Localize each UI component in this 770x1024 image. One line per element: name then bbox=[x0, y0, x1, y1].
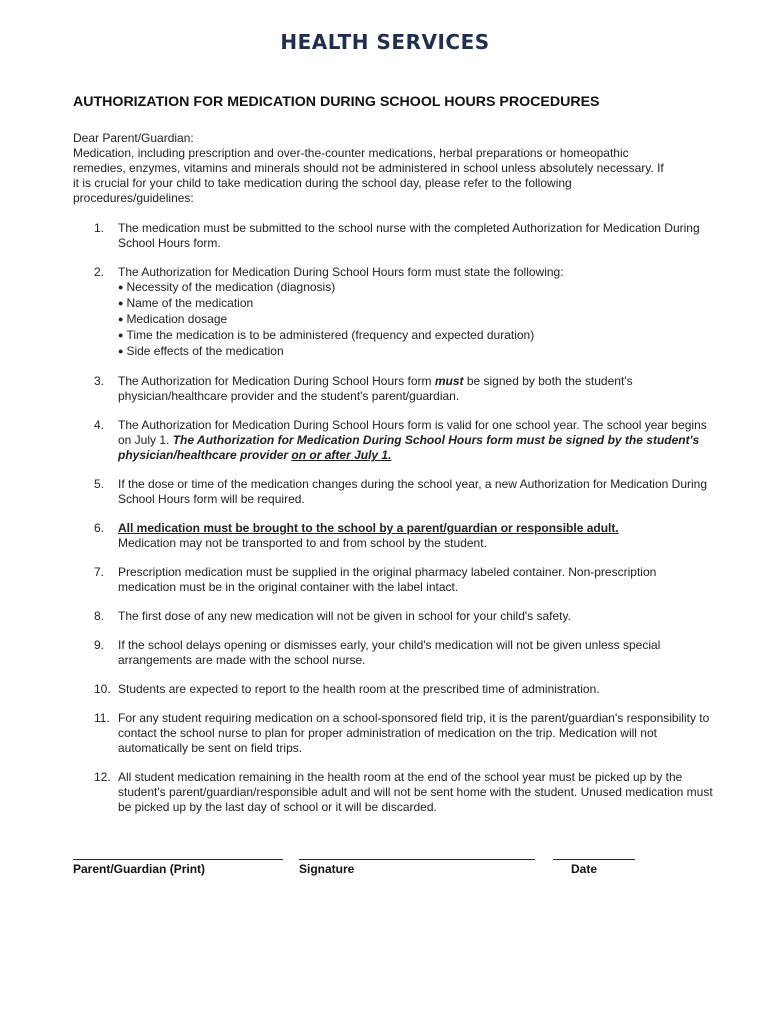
date-label: Date bbox=[571, 862, 598, 876]
signature-line[interactable] bbox=[299, 858, 535, 860]
item-number: 3. bbox=[94, 374, 105, 388]
item-number: 12. bbox=[94, 770, 111, 784]
item-text: be signed by both the student's physician/healthcare provider and the student's parent/guardian. bbox=[118, 374, 633, 403]
signature-block bbox=[73, 850, 693, 890]
intro-paragraph: Medication, including prescription and over-the-counter medications, herbal preparations or homeopathic remedies, enzymes, vitamins and minerals should not be administered in school unless absolutely necessary. If it is crucial for your child to take medication during the school day, please refer to the following procedures/guidelines: bbox=[73, 146, 664, 205]
bullet-item: ● Time the medication is to be administered (frequency and expected duration) bbox=[118, 328, 713, 344]
item-text: Students are expected to report to the health room at the prescribed time of administration. bbox=[118, 682, 600, 696]
required-info-bullets bbox=[118, 280, 713, 360]
intro-section bbox=[73, 131, 673, 206]
bullet-item: ● Medication dosage bbox=[118, 312, 713, 328]
parent-name-line[interactable] bbox=[73, 858, 283, 860]
item-text: The medication must be submitted to the school nurse with the completed Authorization for Medication During School Hours form. bbox=[118, 221, 700, 250]
item-emphasis: The Authorization for Medication During School Hours form must be signed by the student's physician/healthcare provider bbox=[118, 433, 700, 462]
list-item bbox=[73, 418, 713, 463]
item-text: If the school delays opening or dismisses early, your child's medication will not be given unless special arrangements are made with the school nurse. bbox=[118, 638, 661, 667]
list-item bbox=[73, 638, 713, 668]
procedures-list bbox=[73, 221, 713, 829]
item-emphasis-underlined: on or after July 1. bbox=[291, 448, 392, 462]
item-bold-underlined: All medication must be brought to the school by a parent/guardian or responsible adult. bbox=[118, 521, 619, 535]
list-item bbox=[73, 609, 713, 624]
list-item bbox=[73, 221, 713, 251]
item-text: Prescription medication must be supplied in the original pharmacy labeled container. Non-prescription medication must be in the original container with the label intact. bbox=[118, 565, 657, 594]
item-number: 11. bbox=[94, 711, 110, 725]
item-text: The Authorization for Medication During School Hours form must state the following: bbox=[118, 265, 564, 279]
item-text: Medication may not be transported to and from school by the student. bbox=[118, 536, 487, 550]
parent-name-label: Parent/Guardian (Print) bbox=[73, 862, 206, 876]
list-item bbox=[73, 711, 713, 756]
list-item bbox=[73, 770, 713, 815]
list-item bbox=[73, 682, 713, 697]
item-number: 9. bbox=[94, 638, 105, 652]
list-item bbox=[73, 565, 713, 595]
item-number: 1. bbox=[94, 221, 105, 235]
bullet-item: ● Side effects of the medication bbox=[118, 344, 713, 360]
item-text: All student medication remaining in the health room at the end of the school year must be picked up by the student's parent/guardian/responsible adult and will not be sent home with the student. Unused medication must be picked up by the last day of school or it will be discarded. bbox=[118, 770, 713, 814]
item-number: 4. bbox=[94, 418, 105, 432]
item-number: 8. bbox=[94, 609, 105, 623]
salutation: Dear Parent/Guardian: bbox=[73, 131, 194, 145]
date-line[interactable] bbox=[553, 858, 635, 860]
list-item bbox=[73, 521, 713, 551]
item-text: If the dose or time of the medication changes during the school year, a new Authorization for Medication During School Hours form will be required. bbox=[118, 477, 708, 506]
list-item bbox=[73, 477, 713, 507]
bullet-item: ● Name of the medication bbox=[118, 296, 713, 312]
list-item bbox=[73, 374, 713, 404]
signature-label: Signature bbox=[299, 862, 355, 876]
item-text: The first dose of any new medication will not be given in school for your child's safety. bbox=[118, 609, 571, 623]
item-number: 5. bbox=[94, 477, 105, 491]
item-number: 2. bbox=[94, 265, 105, 279]
item-number: 7. bbox=[94, 565, 105, 579]
document-title: AUTHORIZATION FOR MEDICATION DURING SCHOOL HOURS PROCEDURES bbox=[73, 94, 600, 110]
list-item bbox=[73, 265, 713, 360]
item-number: 10. bbox=[94, 682, 111, 696]
item-emphasis: must bbox=[434, 374, 464, 388]
item-text: For any student requiring medication on a school-sponsored field trip, it is the parent/guardian's responsibility to contact the school nurse to plan for proper administration of medication on the trip. Medication will not automatically be sent on field trips. bbox=[118, 711, 710, 755]
item-number: 6. bbox=[94, 521, 105, 535]
bullet-item: ● Necessity of the medication (diagnosis) bbox=[118, 280, 713, 296]
item-text: The Authorization for Medication During School Hours form is valid for one school year. The school year begins on July 1. bbox=[118, 418, 707, 447]
item-text: The Authorization for Medication During School Hours form bbox=[118, 374, 435, 388]
header-title: HEALTH SERVICES bbox=[280, 30, 490, 54]
